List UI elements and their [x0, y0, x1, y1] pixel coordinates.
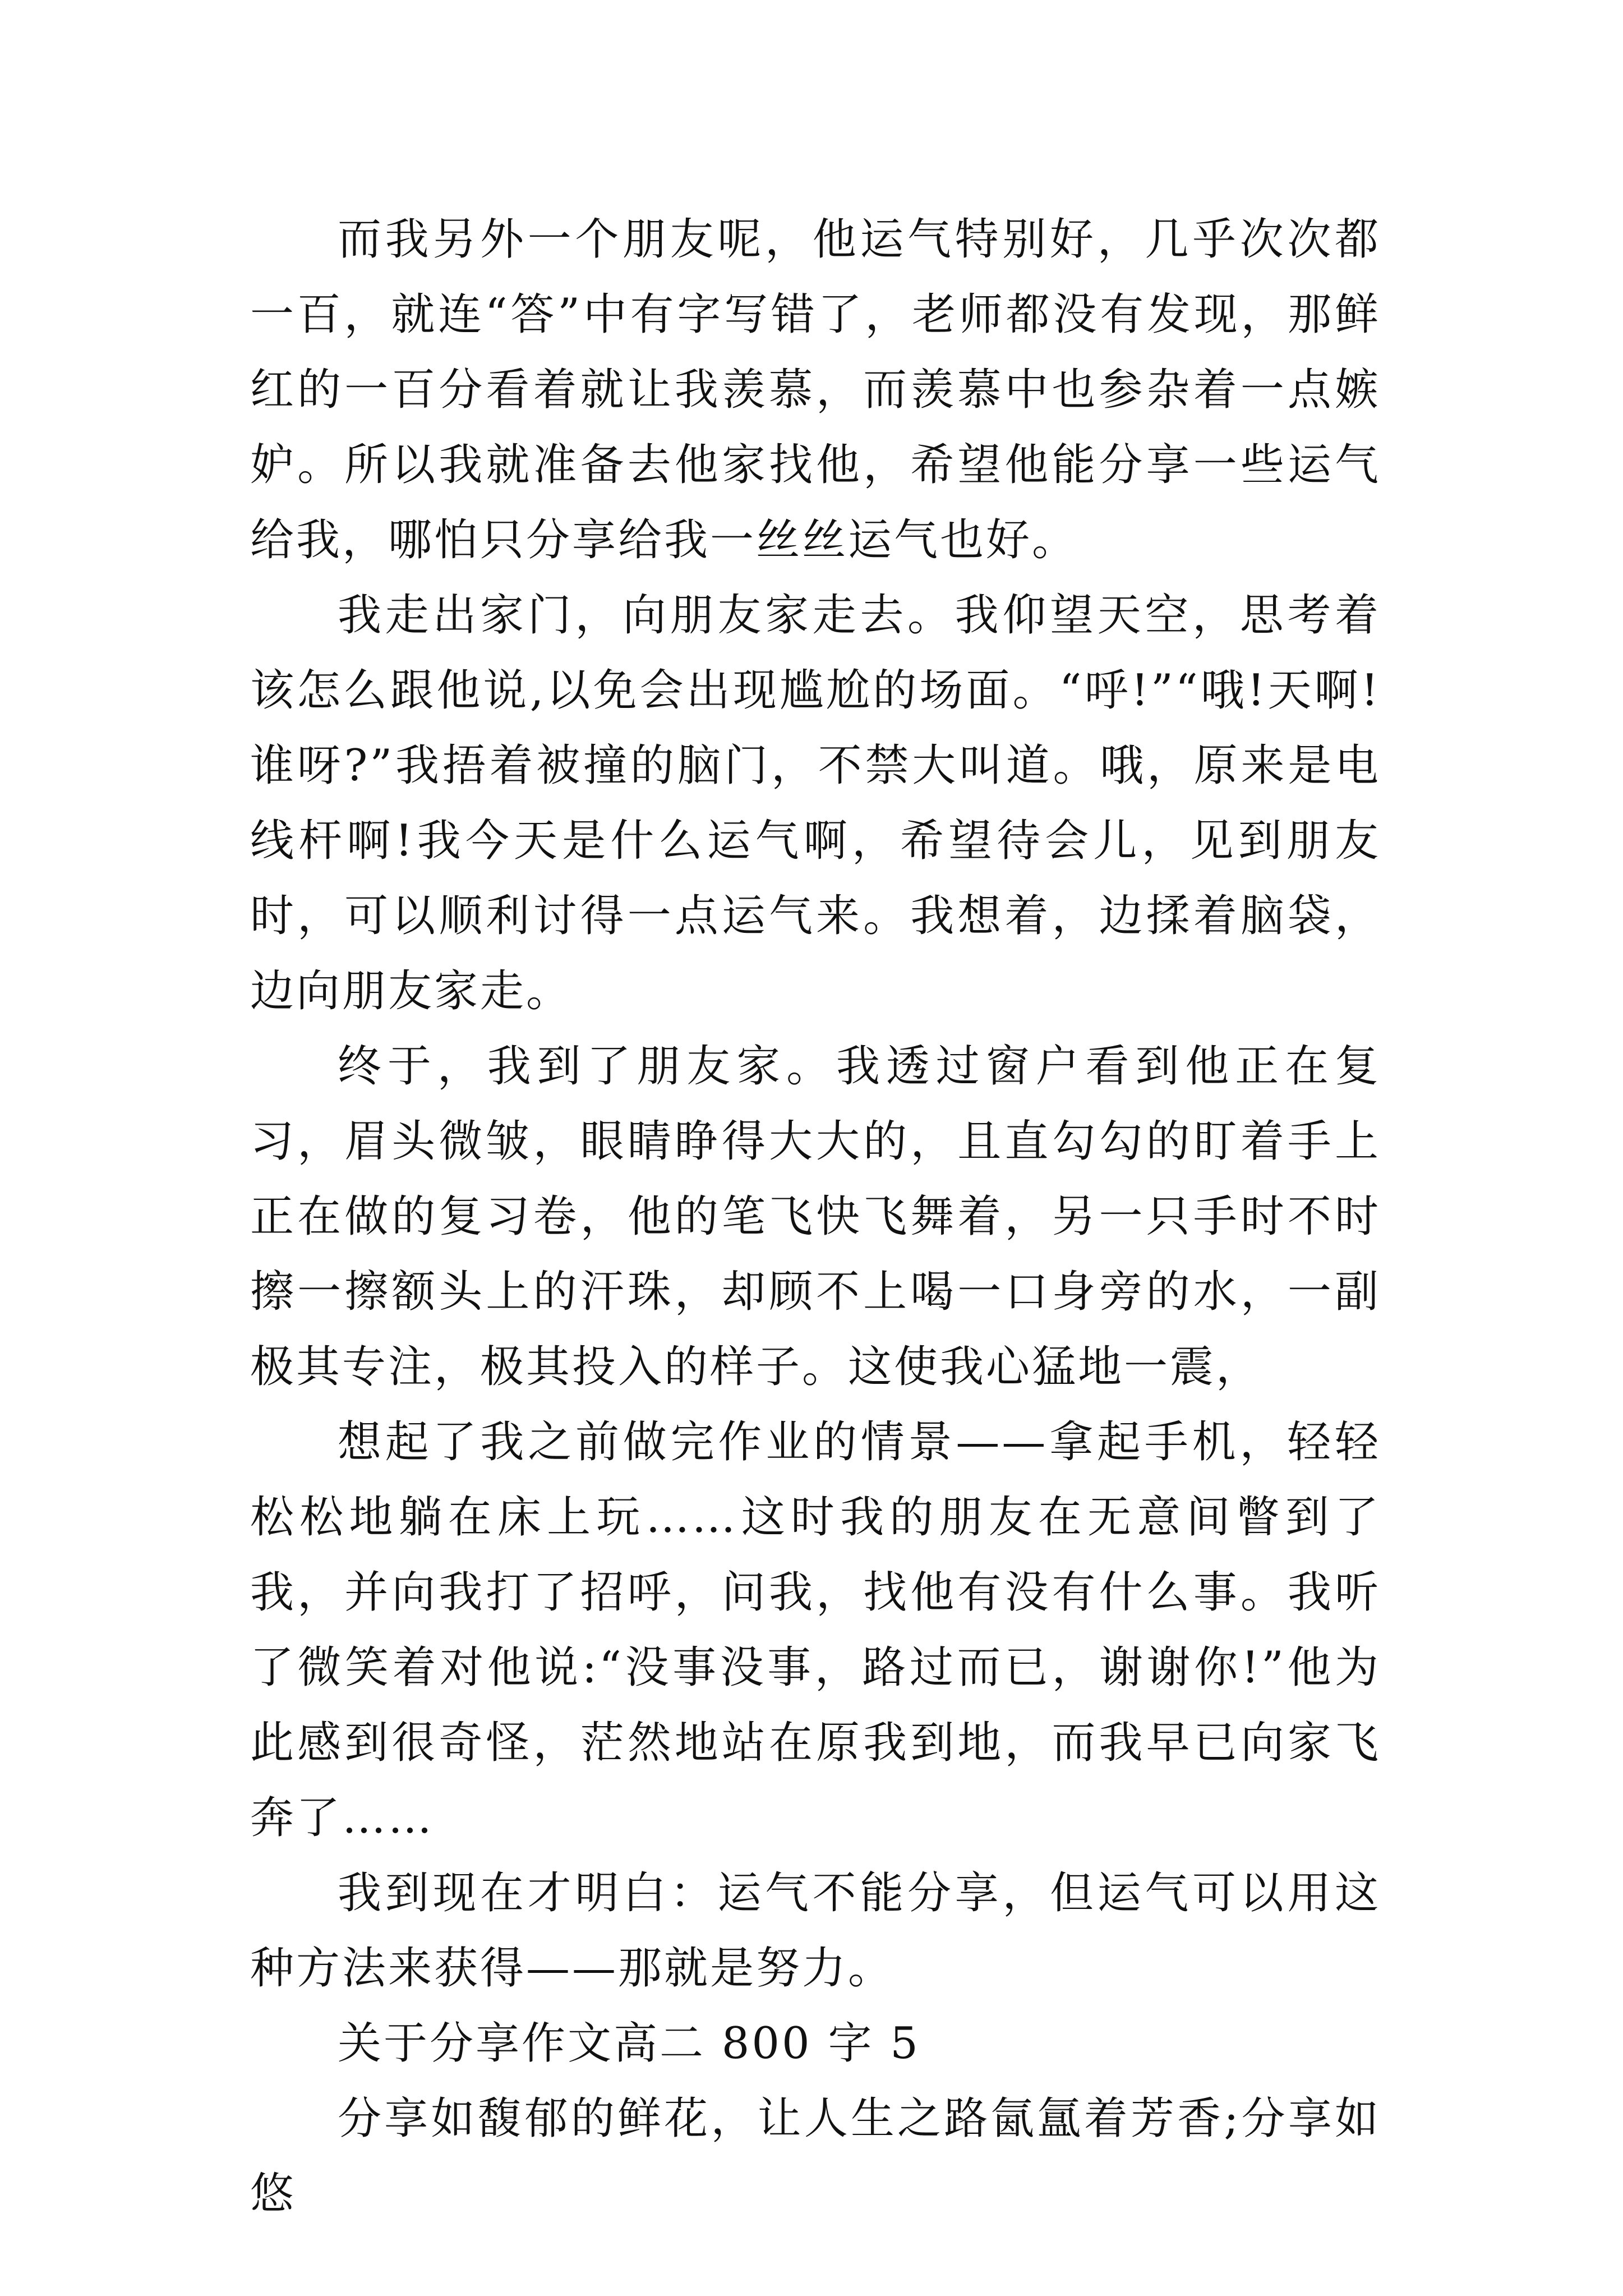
paragraph-1: 而我另外一个朋友呢，他运气特别好，几乎次次都一百，就连“答”中有字写错了，老师都没有发现，那鲜红的一百分看着就让我羡慕，而羡慕中也参杂着一点嫉妒。所以我就准备去他家找他，希望他能分享一些运气给我，哪怕只分享给我一丝丝运气也好。 [250, 214, 1381, 565]
paragraph-2: 我走出家门，向朋友家走去。我仰望天空，思考着该怎么跟他说,以免会出现尴尬的场面。“呼!”“哦!天啊!谁呀?”我捂着被撞的脑门，不禁大叫道。哦，原来是电线杆啊!我今天是什么运气啊，希望待会儿，见到朋友时，可以顺利讨得一点运气来。我想着，边揉着脑袋，边向朋友家走。 [250, 590, 1381, 1016]
paragraph-3: 终于，我到了朋友家。我透过窗户看到他正在复习，眉头微皱，眼睛睁得大大的，且直勾勾的盯着手上正在做的复习卷，他的笔飞快飞舞着，另一只手时不时擦一擦额头上的汗珠，却顾不上喝一口身旁的水，一副极其专注，极其投入的样子。这使我心猛地一震， [250, 1041, 1381, 1392]
paragraph-6: 分享如馥郁的鲜花，让人生之路氤氲着芳香;分享如悠 [250, 2093, 1381, 2219]
paragraph-5: 我到现在才明白：运气不能分享，但运气可以用这种方法来获得——那就是努力。 [250, 1868, 1381, 1994]
section-heading: 关于分享作文高二 800 字 5 [338, 2018, 920, 2069]
document-body [250, 202, 1381, 2231]
paragraph-4: 想起了我之前做完作业的情景——拿起手机，轻轻松松地躺在床上玩……这时我的朋友在无意间瞥到了我，并向我打了招呼，问我，找他有没有什么事。我听了微笑着对他说:“没事没事，路过而已，谢谢你!”他为此感到很奇怪，茫然地站在原我到地，而我早已向家飞奔了…… [250, 1417, 1381, 1843]
